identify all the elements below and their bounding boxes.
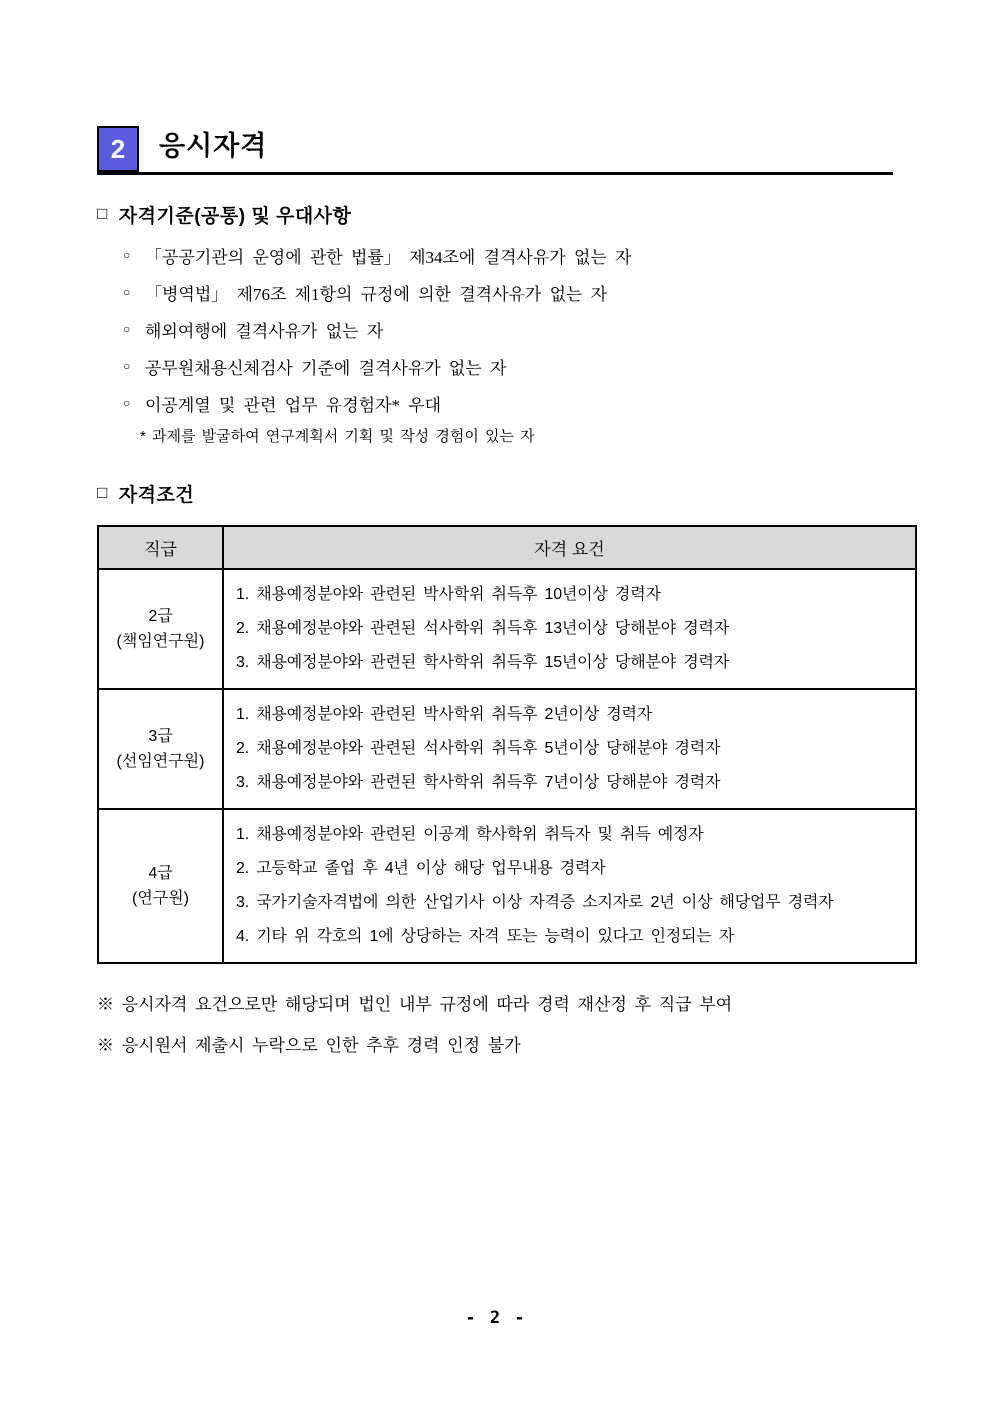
requirement-item: 2. 채용예정분야와 관련된 석사학위 취득후 5년이상 당해분야 경력자 — [236, 740, 721, 757]
grade-title: (선임연구원) — [116, 753, 205, 770]
grade-cell — [98, 569, 223, 689]
circle-bullet-icon: ○ — [123, 359, 131, 373]
grade-cell — [98, 809, 223, 963]
list-item — [97, 237, 917, 274]
grade-cell — [98, 689, 223, 809]
circle-bullet-icon: ○ — [123, 248, 131, 262]
requirement-item: 1. 채용예정분야와 관련된 박사학위 취득후 2년이상 경력자 — [236, 706, 653, 723]
list-item — [97, 348, 917, 385]
conditions-heading — [97, 480, 917, 507]
footnotes — [97, 990, 917, 1056]
criteria-heading — [97, 201, 917, 228]
table-row — [98, 689, 916, 809]
requirement-item: 3. 국가기술자격법에 의한 산업기사 이상 자격증 소지자로 2년 이상 해당업무 경력자 — [236, 894, 834, 911]
grade-label: 2급 — [148, 608, 173, 625]
bullet-text: 공무원채용신체검사 기준에 결격사유가 없는 자 — [145, 359, 507, 378]
circle-bullet-icon: ○ — [123, 322, 131, 336]
square-marker-icon: □ — [97, 482, 108, 502]
requirement-item: 2. 채용예정분야와 관련된 석사학위 취득후 13년이상 당해분야 경력자 — [236, 620, 729, 637]
requirement-item: 1. 채용예정분야와 관련된 박사학위 취득후 10년이상 경력자 — [236, 586, 661, 603]
requirement-item: 2. 고등학교 졸업 후 4년 이상 해당 업무내용 경력자 — [236, 860, 606, 877]
list-item — [97, 311, 917, 348]
list-item — [97, 385, 917, 422]
grade-title: (책임연구원) — [116, 633, 205, 650]
conditions-heading-label: 자격조건 — [118, 485, 195, 506]
requirement-item: 4. 기타 위 각호의 1에 상당하는 자격 또는 능력이 있다고 인정되는 자 — [236, 928, 734, 945]
section-header — [97, 124, 893, 175]
footnote-note: ※ 응시원서 제출시 누락으로 인한 추후 경력 인정 불가 — [97, 1036, 521, 1055]
grade-label: 3급 — [148, 728, 173, 745]
section-number-badge: 2 — [97, 126, 139, 172]
circle-bullet-icon: ○ — [123, 396, 131, 410]
requirements-cell — [223, 689, 916, 809]
list-item — [97, 274, 917, 311]
requirements-cell — [223, 809, 916, 963]
bullet-text: 「공공기관의 운영에 관한 법률」 제34조에 결격사유가 없는 자 — [145, 248, 632, 267]
requirement-item: 1. 채용예정분야와 관련된 이공계 학사학위 취득자 및 취득 예정자 — [236, 826, 704, 843]
table-header-row — [98, 526, 916, 569]
requirement-item: 3. 채용예정분야와 관련된 학사학위 취득후 15년이상 당해분야 경력자 — [236, 654, 729, 671]
requirements-cell — [223, 569, 916, 689]
footnote-note: ※ 응시자격 요건으로만 해당되며 법인 내부 규정에 따라 경력 재산정 후 직급 부여 — [97, 995, 733, 1014]
table-row — [98, 569, 916, 689]
qualifications-table — [97, 525, 917, 964]
page-number: - 2 - — [465, 1308, 527, 1328]
bullet-text: 「병역법」 제76조 제1항의 규정에 의한 결격사유가 없는 자 — [145, 285, 608, 304]
table-row — [98, 809, 916, 963]
grade-label: 4급 — [148, 865, 173, 882]
table-header-requirements: 자격 요건 — [223, 526, 916, 569]
circle-bullet-icon: ○ — [123, 285, 131, 299]
table-header-grade: 직급 — [98, 526, 223, 569]
criteria-bullet-list — [97, 237, 917, 422]
asterisk-footnote: * 과제를 발굴하여 연구계획서 기획 및 작성 경험이 있는 자 — [140, 428, 535, 445]
criteria-heading-label: 자격기준(공통) 및 우대사항 — [118, 206, 352, 227]
bullet-text: 해외여행에 결격사유가 없는 자 — [145, 322, 384, 341]
square-marker-icon: □ — [97, 203, 108, 223]
section-title: 응시자격 — [159, 131, 268, 161]
page-content — [97, 124, 917, 1072]
requirement-item: 3. 채용예정분야와 관련된 학사학위 취득후 7년이상 당해분야 경력자 — [236, 774, 721, 791]
grade-title: (연구원) — [131, 890, 190, 907]
bullet-text: 이공계열 및 관련 업무 유경험자* 우대 — [145, 396, 442, 415]
